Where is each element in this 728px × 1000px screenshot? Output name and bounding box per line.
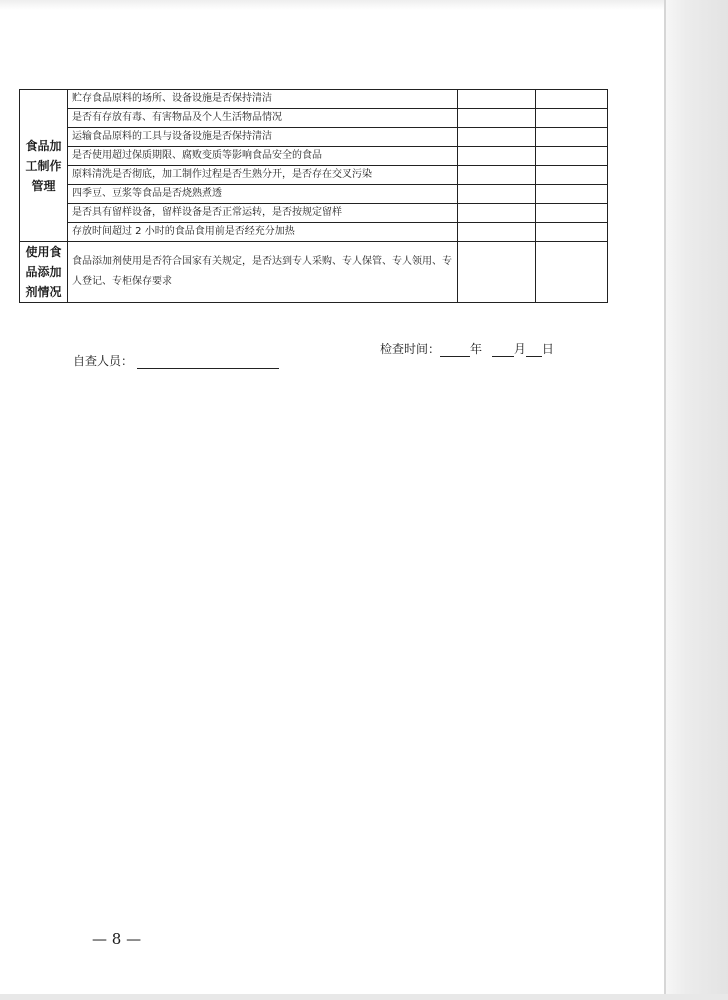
table-row [20, 223, 608, 242]
table-row [20, 147, 608, 166]
table-row [20, 166, 608, 185]
table-row [20, 242, 608, 303]
result-cell[interactable] [458, 204, 536, 223]
check-item: 四季豆、豆浆等食品是否烧熟煮透 [68, 185, 458, 204]
check-item: 是否具有留样设备，留样设备是否正常运转，是否按规定留样 [68, 204, 458, 223]
check-item: 原料清洗是否彻底，加工制作过程是否生熟分开，是否存在交叉污染 [68, 166, 458, 185]
check-item: 运输食品原料的工具与设备设施是否保持清洁 [68, 128, 458, 147]
year-blank[interactable] [440, 344, 470, 357]
result-cell[interactable] [458, 185, 536, 204]
inspector-label: 自查人员： [73, 354, 134, 368]
check-item: 食品添加剂使用是否符合国家有关规定，是否达到专人采购、专人保管、专人领用、专人登记、专柜保存要求 [68, 242, 458, 303]
remark-cell[interactable] [536, 90, 608, 109]
month-blank[interactable] [492, 344, 514, 357]
remark-cell[interactable] [536, 242, 608, 303]
remark-cell[interactable] [536, 128, 608, 147]
scan-edge-right [664, 0, 728, 1000]
category-food-processing: 食品加工制作管理 [20, 90, 68, 242]
remark-cell[interactable] [536, 166, 608, 185]
check-item: 贮存食品原料的场所、设备设施是否保持清洁 [68, 90, 458, 109]
inspection-date [380, 340, 554, 357]
page-number: — 8 — [92, 930, 142, 948]
day-label: 日 [541, 342, 554, 356]
remark-cell[interactable] [536, 109, 608, 128]
table-row [20, 109, 608, 128]
result-cell[interactable] [458, 128, 536, 147]
result-cell[interactable] [458, 242, 536, 303]
remark-cell[interactable] [536, 185, 608, 204]
check-item: 是否使用超过保质期限、腐败变质等影响食品安全的食品 [68, 147, 458, 166]
scan-edge-top [0, 0, 728, 10]
result-cell[interactable] [458, 147, 536, 166]
result-cell[interactable] [458, 223, 536, 242]
result-cell[interactable] [458, 90, 536, 109]
year-label: 年 [470, 342, 483, 356]
month-label: 月 [513, 342, 526, 356]
inspector-signature-line[interactable] [137, 356, 279, 369]
remark-cell[interactable] [536, 147, 608, 166]
check-item: 是否有存放有毒、有害物品及个人生活物品情况 [68, 109, 458, 128]
inspection-table [19, 89, 608, 303]
scan-edge-bottom [0, 994, 728, 1000]
check-item: 存放时间超过 2 小时的食品食用前是否经充分加热 [68, 223, 458, 242]
remark-cell[interactable] [536, 204, 608, 223]
table-row [20, 90, 608, 109]
date-label: 检查时间： [380, 342, 441, 356]
category-additives: 使用食品添加剂情况 [20, 242, 68, 303]
remark-cell[interactable] [536, 223, 608, 242]
scan-edge-line [664, 0, 666, 1000]
table-row [20, 204, 608, 223]
result-cell[interactable] [458, 109, 536, 128]
result-cell[interactable] [458, 166, 536, 185]
inspector-signature [73, 352, 279, 369]
table-row [20, 128, 608, 147]
day-blank[interactable] [526, 344, 542, 357]
table-row [20, 185, 608, 204]
